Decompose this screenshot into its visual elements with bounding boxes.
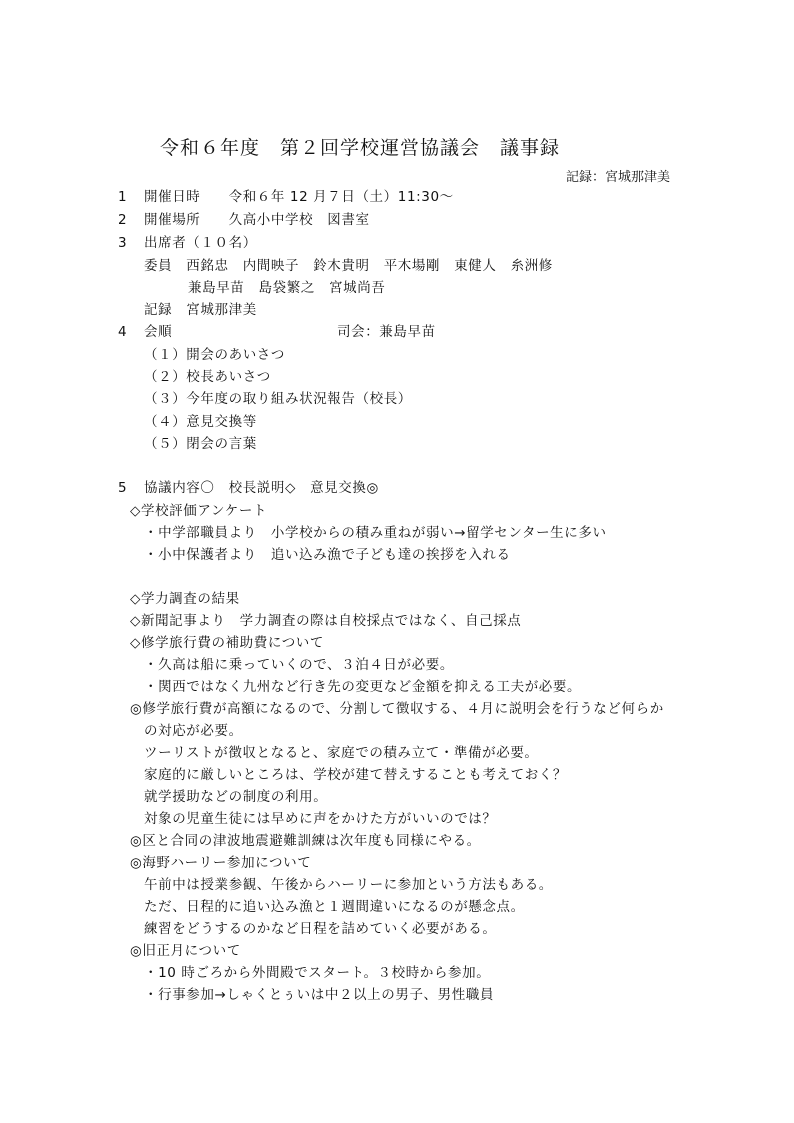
item-5-number: 5 [118, 480, 128, 496]
discussion-heading: ◎修学旅行費が高額になるので、分割して徴収する、４月に説明会を行うなど何らか [130, 701, 664, 717]
members-line-1: 委員 西銘忠 内間映子 鈴木貴明 平木場剛 東健人 糸洲修 [144, 258, 553, 274]
discussion-bullet: ・久高は船に乗っていくので、３泊４日が必要。 [144, 657, 454, 673]
discussion-heading: ◎区と合同の津波地震避難訓練は次年度も同様にやる。 [130, 833, 481, 849]
discussion-heading: ◇修学旅行費の補助費について [130, 635, 325, 651]
discussion-text: 就学援助などの制度の利用。 [144, 789, 328, 805]
item-place: 開催場所 久高小中学校 図書室 [144, 212, 370, 228]
discussion-bullet: ・小中保護者より 追い込み漁で子ども達の挨拶を入れる [144, 547, 511, 563]
item-attendees: 出席者（１０名） [144, 235, 257, 251]
agenda-item: （３）今年度の取り組み状況報告（校長） [144, 391, 412, 407]
item-date: 開催日時 令和６年 12 月７日（土）11:30～ [144, 189, 454, 205]
discussion-text: ツーリストが徴収となると、家庭での積み立て・準備が必要。 [144, 745, 539, 761]
members-line-2: 兼島早苗 島袋繁之 宮城尚吾 [188, 280, 386, 296]
discussion-bullet: ・関西ではなく九州など行き先の変更など金額を抑える工夫が必要。 [144, 679, 582, 695]
discussion-text: 午前中は授業参観、午後からハーリーに参加という方法もある。 [144, 877, 553, 893]
discussion-heading: ◇学力調査の結果 [130, 591, 240, 607]
discussion-heading: ◎旧正月について [130, 943, 241, 959]
item-4-number: 4 [118, 324, 128, 340]
discussion-text: 家庭的に厳しいところは、学校が建て替えすることも考えておく？ [144, 767, 567, 783]
item-1-number: 1 [118, 189, 128, 205]
item-2-number: 2 [118, 212, 128, 228]
agenda-item: （５）閉会の言葉 [144, 436, 257, 452]
discussion-heading: ◇学校評価アンケート [130, 503, 268, 519]
agenda-item: （４）意見交換等 [144, 414, 257, 430]
discussion-text: の対応が必要。 [144, 723, 243, 739]
discussion-bullet: ・中学部職員より 小学校からの積み重ねが弱い→留学センター生に多い [144, 525, 607, 541]
recorder-line: 記録 宮城那津美 [144, 302, 257, 318]
document-title: 令和６年度 第２回学校運営協議会 議事録 [160, 137, 561, 159]
item-agenda: 会順 [144, 324, 173, 340]
item-discussion: 協議内容〇 校長説明◇ 意見交換◎ [144, 480, 379, 496]
discussion-bullet: ・10 時ごろから外間殿でスタート。３校時から参加。 [144, 965, 491, 981]
discussion-text: 練習をどうするのかなど日程を詰めていく必要がある。 [144, 921, 497, 937]
discussion-text: 対象の児童生徒には早めに声をかけた方がいいのでは？ [144, 811, 497, 827]
agenda-item: （１）開会のあいさつ [144, 347, 285, 363]
recorder-label: 記録：宮城那津美 [565, 170, 670, 185]
discussion-heading: ◎海野ハーリー参加について [130, 855, 312, 871]
agenda-item: （２）校長あいさつ [144, 369, 271, 385]
agenda-host: 司会：兼島早苗 [337, 324, 436, 340]
discussion-bullet: ・行事参加→しゃくとぅいは中２以上の男子、男性職員 [144, 987, 495, 1003]
item-3-number: 3 [118, 235, 128, 251]
discussion-text: ただ、日程的に追い込み漁と１週間違いになるのが懸念点。 [144, 899, 525, 915]
discussion-heading: ◇新聞記事より 学力調査の際は自校採点ではなく、自己採点 [130, 613, 522, 629]
